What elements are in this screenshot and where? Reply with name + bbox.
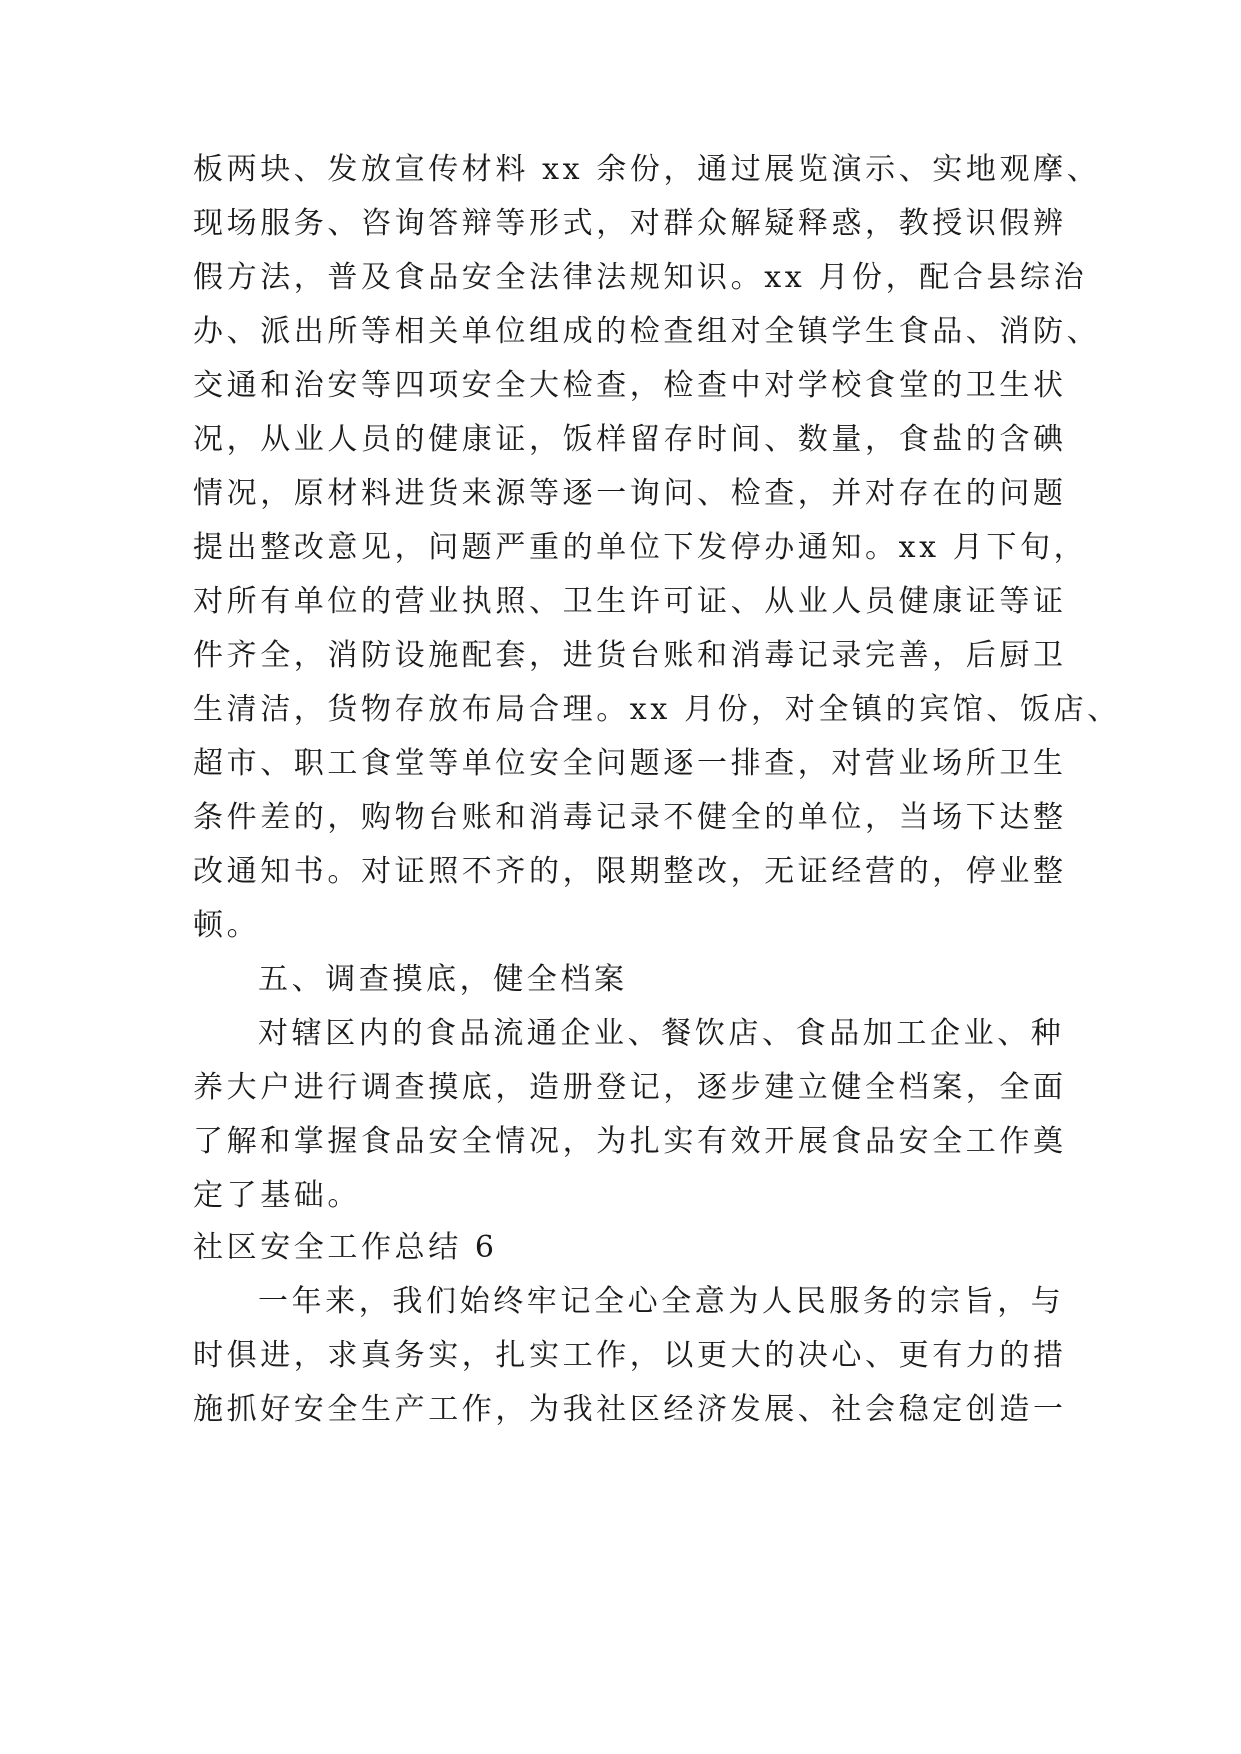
text-line: 办、派出所等相关单位组成的检查组对全镇学生食品、消防、 — [193, 314, 1101, 349]
text-line: 提出整改意见，问题严重的单位下发停办通知。xx 月下旬， — [193, 530, 1088, 565]
article-title: 社区安全工作总结 6 — [193, 1230, 498, 1265]
text-line: 条件差的，购物台账和消毒记录不健全的单位，当场下达整 — [193, 800, 1067, 835]
text-line: 生清洁，货物存放布局合理。xx 月份，对全镇的宾馆、饭店、 — [193, 692, 1121, 727]
text-line: 顿。 — [193, 908, 261, 943]
text-line: 一年来，我们始终牢记全心全意为人民服务的宗旨，与 — [258, 1284, 1065, 1319]
text-line: 交通和治安等四项安全大检查，检查中对学校食堂的卫生状 — [193, 368, 1067, 403]
text-line: 情况，原材料进货来源等逐一询问、检查，并对存在的问题 — [193, 476, 1067, 511]
text-line: 况，从业人员的健康证，饭样留存时间、数量，食盐的含碘 — [193, 422, 1067, 457]
text-line: 对所有单位的营业执照、卫生许可证、从业人员健康证等证 — [193, 584, 1067, 619]
text-line: 超市、职工食堂等单位安全问题逐一排查，对营业场所卫生 — [193, 746, 1067, 781]
text-line: 对辖区内的食品流通企业、餐饮店、食品加工企业、种 — [258, 1016, 1065, 1051]
text-line: 施抓好安全生产工作，为我社区经济发展、社会稳定创造一 — [193, 1392, 1067, 1427]
text-line: 件齐全，消防设施配套，进货台账和消毒记录完善，后厨卫 — [193, 638, 1067, 673]
text-line: 现场服务、咨询答辩等形式，对群众解疑释惑，教授识假辨 — [193, 206, 1067, 241]
text-line: 定了基础。 — [193, 1178, 361, 1213]
text-line: 假方法，普及食品安全法律法规知识。xx 月份，配合县综治 — [193, 260, 1088, 295]
text-line: 改通知书。对证照不齐的，限期整改，无证经营的，停业整 — [193, 854, 1067, 889]
section-heading: 五、调查摸底，健全档案 — [258, 962, 628, 997]
text-line: 板两块、发放宣传材料 xx 余份，通过展览演示、实地观摩、 — [193, 152, 1101, 187]
text-line: 了解和掌握食品安全情况，为扎实有效开展食品安全工作奠 — [193, 1124, 1067, 1159]
text-line: 养大户进行调查摸底，造册登记，逐步建立健全档案，全面 — [193, 1070, 1067, 1105]
text-line: 时俱进，求真务实，扎实工作，以更大的决心、更有力的措 — [193, 1338, 1067, 1373]
